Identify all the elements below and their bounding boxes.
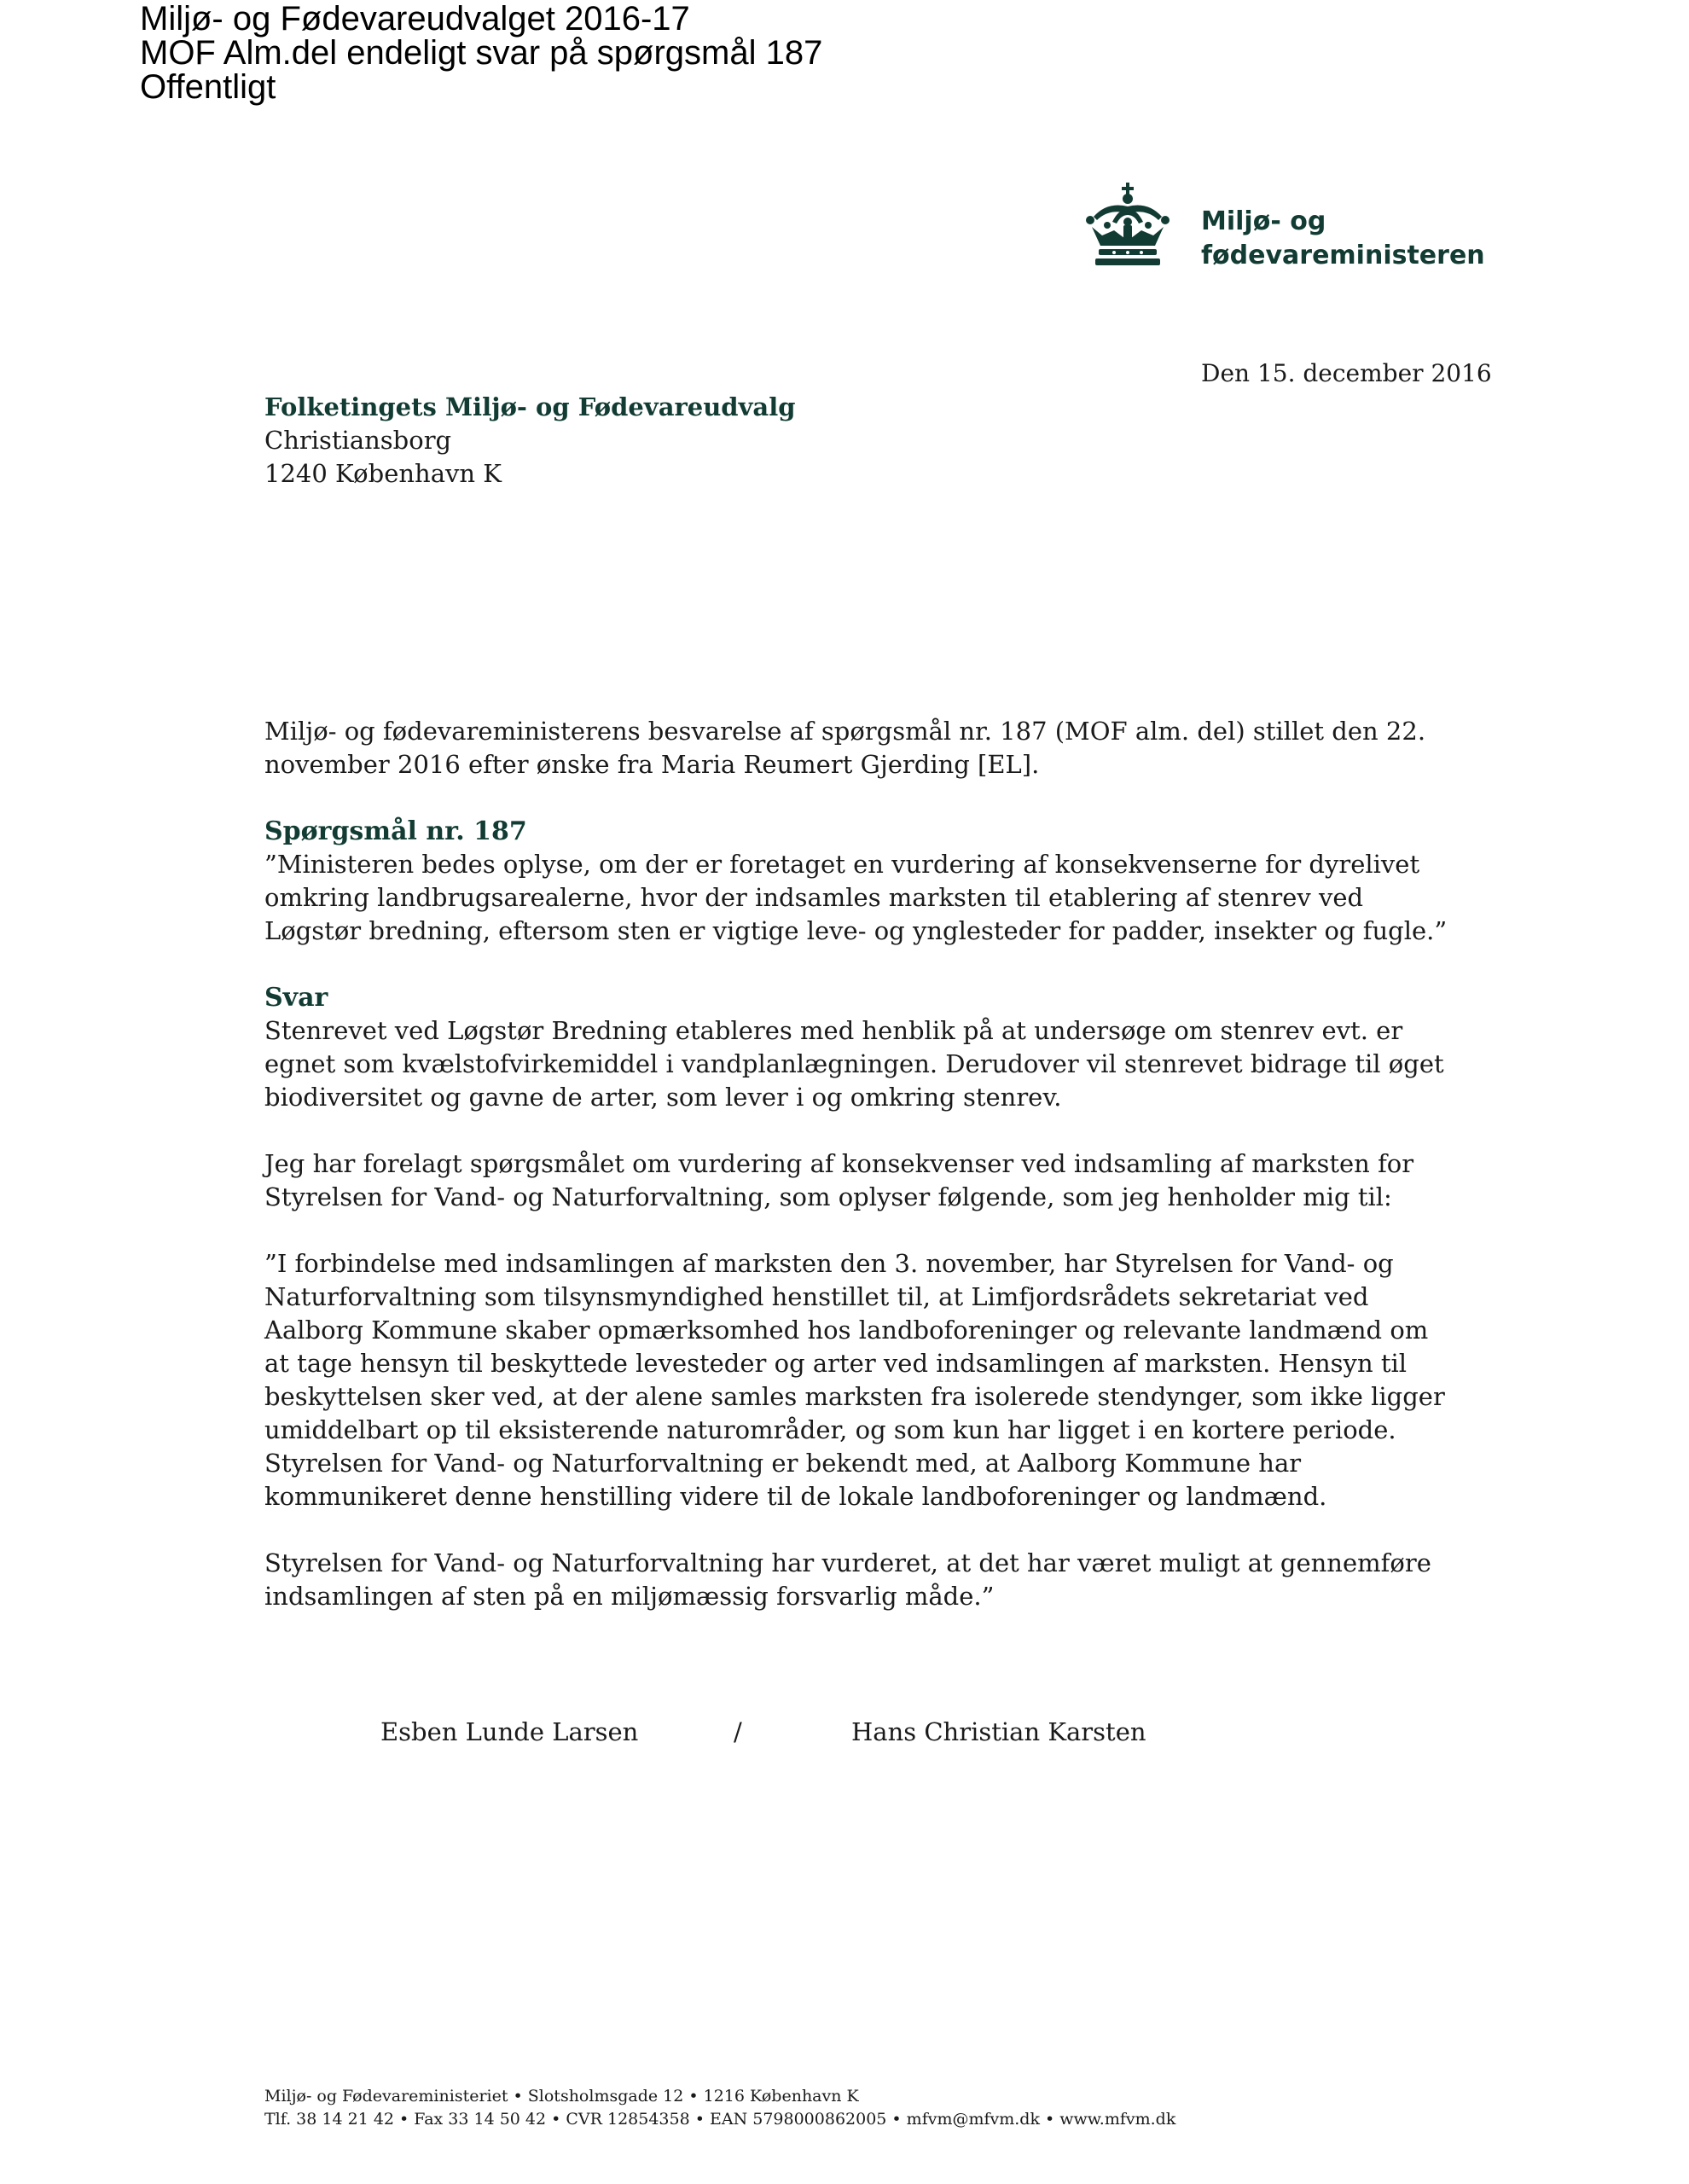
- signature-separator: /: [734, 1717, 742, 1746]
- question-heading: Spørgsmål nr. 187: [264, 816, 527, 846]
- address-line-2: 1240 København K: [264, 459, 502, 488]
- question-text: ”Ministeren bedes oplyse, om der er foretaget en vurdering af konsekvenserne for dyrelivet omkring landbrugsarealerne, hvor der indsamles marksten til etablering af stenrev ved Løgstør bredning, eftersom sten er vigtige leve- og ynglesteder for padder, insekter og fugle.”: [264, 850, 1448, 945]
- stamp-committee: Miljø- og Fødevareudvalget 2016-17: [140, 0, 690, 38]
- recipient-address: [264, 391, 796, 491]
- ministry-logo: [1082, 183, 1491, 276]
- signature-minister: Esben Lunde Larsen: [380, 1717, 639, 1746]
- answer-paragraph-3: ”I forbindelse med indsamlingen af marksten den 3. november, har Styrelsen for Vand- og Naturforvaltning som tilsynsmyndighed henstillet til, at Limfjordsrådets sekretariat ved Aalborg Kommune skaber opmærksomhed hos landboforeninger og relevante landmænd om at tage hensyn til beskyttede levesteder og arter ved indsamlingen af marksten. Hensyn til beskyttelsen sker ved, at der alene samles marksten fra isolerede stendynger, som ikke ligger umiddelbart op til eksisterende naturområder, og som kun har ligget i en kortere periode. Styrelsen for Vand- og Naturforvaltning er bekendt med, at Aalborg Kommune har kommunikeret denne henstilling videre til de lokale landboforeninger og landmænd.: [264, 1249, 1445, 1511]
- recipient-name: Folketingets Miljø- og Fødevareudvalg: [264, 392, 796, 421]
- signature-official: Hans Christian Karsten: [851, 1717, 1146, 1746]
- document-stamp: [140, 2, 822, 104]
- crown-icon: [1082, 183, 1174, 275]
- letter-footer: [264, 2085, 1175, 2131]
- signature-block: [0, 1715, 1689, 1749]
- answer-paragraph-2: Jeg har forelagt spørgsmålet om vurdering af konsekvenser ved indsamling af marksten for Styrelsen for Vand- og Naturforvaltning, som oplyser følgende, som jeg henholder mig til:: [264, 1149, 1414, 1211]
- ministry-name: [1201, 205, 1485, 273]
- letter-body: [264, 715, 1450, 1613]
- letter-date: Den 15. december 2016: [1201, 359, 1492, 387]
- footer-address: Miljø- og Fødevareministeriet • Slotsholmsgade 12 • 1216 København K: [264, 2087, 859, 2106]
- answer-paragraph-1: Stenrevet ved Løgstør Bredning etableres med henblik på at undersøge om stenrev evt. er egnet som kvælstofvirkemiddel i vandplanlægningen. Derudover vil stenrevet bidrage til øget biodiversitet og gavne de arter, som lever i og omkring stenrev.: [264, 1016, 1444, 1112]
- answer-heading: Svar: [264, 983, 328, 1013]
- stamp-reference: MOF Alm.del endeligt svar på spørgsmål 187: [140, 34, 823, 72]
- intro-paragraph: Miljø- og fødevareministerens besvarelse af spørgsmål nr. 187 (MOF alm. del) stillet den 22. november 2016 efter ønske fra Maria Reumert Gjerding [EL].: [264, 717, 1426, 779]
- ministry-name-line1: Miljø- og: [1201, 206, 1326, 236]
- footer-contact: Tlf. 38 14 21 42 • Fax 33 14 50 42 • CVR 12854358 • EAN 5798000862005 • mfvm@mfvm.dk • www.mfvm.dk: [264, 2110, 1176, 2129]
- answer-paragraph-4: Styrelsen for Vand- og Naturforvaltning har vurderet, at det har været muligt at gennemføre indsamlingen af sten på en miljømæssig forsvarlig måde.”: [264, 1548, 1431, 1611]
- stamp-status: Offentligt: [140, 68, 276, 106]
- address-line-1: Christiansborg: [264, 426, 452, 455]
- ministry-name-line2: fødevareministeren: [1201, 241, 1485, 270]
